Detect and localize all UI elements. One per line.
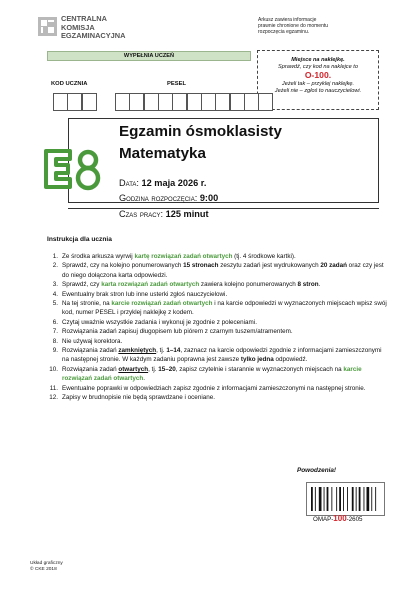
logo-line: CENTRALNA [61, 14, 107, 23]
graphics-note-line: Układ graficzny [30, 561, 63, 566]
instruction-item [47, 299, 387, 318]
sticker-placeholder [257, 50, 379, 110]
instruction-text-part: 1–14 [166, 347, 181, 355]
barcode-bar [359, 487, 361, 511]
fill-by-student-strip: WYPEŁNIA UCZEŃ [47, 51, 251, 61]
barcode-bar [339, 487, 341, 511]
barcode-bar [336, 487, 337, 511]
pesel-cell[interactable] [129, 93, 144, 111]
start-value: 9:00 [199, 193, 219, 203]
instruction-text [62, 393, 387, 402]
instruction-text-part: 8 stron [297, 281, 319, 289]
instruction-text-part: , zaznacz na karcie odpowiedzi zgodnie z informacjami zamieszczonymi na następnej stronie. W każdym zadaniu poprawna jest zawsze [62, 347, 382, 364]
instruction-text-part: 20 zadań [320, 262, 347, 270]
instruction-text-part: karcie rozwiązań zadań otwartych [111, 300, 213, 308]
pesel-label: PESEL [167, 81, 187, 87]
instruction-text-part: kartę rozwiązań zadań otwartych [134, 253, 233, 260]
instruction-item [47, 261, 387, 280]
instructions-list [47, 252, 387, 403]
cke-logo-text [61, 15, 125, 41]
e8-logo-icon [42, 145, 106, 193]
instruction-item [47, 393, 387, 402]
instruction-item [47, 280, 387, 289]
good-luck-text: Powodzenia! [297, 467, 337, 474]
barcode-bar [343, 487, 344, 511]
sticker-line-1: Miejsce na naklejkę. [291, 57, 345, 63]
instruction-text [62, 327, 387, 336]
barcode-bar [347, 487, 348, 511]
instruction-number: 10. [49, 365, 58, 373]
pesel-cell[interactable] [230, 93, 245, 111]
instruction-text-part: Ewentualny brak stron lub inne usterki zgłoś nauczycielowi. [62, 290, 228, 298]
duration-value: 125 minut [165, 209, 209, 219]
instruction-text-part: Rozwiązania zadań zapisuj długopisem lub piórem z czarnym tuszem/atramentem. [62, 328, 293, 336]
barcode-bar [356, 487, 357, 511]
start-label: Godzina rozpoczęcia [119, 193, 195, 203]
instruction-text-part: , tj. [156, 347, 167, 355]
pesel-cell[interactable] [201, 93, 216, 111]
instruction-text-part: zeszytu zadań jest wydrukowanych [218, 262, 321, 270]
instruction-text [62, 261, 387, 280]
instruction-item [47, 252, 387, 261]
sticker-line-4: Jeżeli nie – zgłoś to nauczycielowi. [274, 87, 362, 94]
copyright-note [258, 17, 378, 36]
pesel-cell[interactable] [144, 93, 159, 111]
instruction-number: 4. [52, 290, 58, 298]
instruction-item [47, 290, 387, 299]
instruction-item [47, 318, 387, 327]
instruction-text-part: otwartych [118, 365, 149, 373]
pesel-cell[interactable] [215, 93, 230, 111]
exam-title: Egzamin ósmoklasisty [119, 123, 282, 140]
pesel-cell[interactable] [172, 93, 187, 111]
instruction-text-part: . [143, 375, 145, 383]
instruction-text [62, 280, 387, 289]
barcode-bar [367, 487, 370, 511]
barcode-prefix: OMAP- [313, 516, 334, 523]
instruction-text-part: zamkniętych [118, 347, 157, 355]
instruction-item [47, 384, 387, 393]
title-divider [68, 208, 379, 209]
instruction-number: 3. [52, 281, 58, 289]
barcode-code [313, 514, 362, 523]
instruction-number: 7. [52, 328, 58, 336]
graphics-note-line: © CKE 2018 [30, 567, 57, 572]
pesel-cell[interactable] [258, 93, 273, 111]
logo-line: KOMISJA [61, 22, 95, 32]
sticker-line-2: Sprawdź, czy kod na naklejce to [278, 63, 358, 70]
instruction-number: 9. [52, 347, 58, 355]
pesel-field[interactable] [115, 93, 272, 111]
instruction-text [62, 252, 387, 261]
barcode-suffix: -2605 [346, 516, 363, 523]
instruction-item [47, 346, 387, 365]
barcode-bar [315, 487, 316, 511]
instruction-text [62, 290, 387, 299]
instruction-text-part: Ewentualne poprawki w odpowiedziach zapisz zgodnie z informacjami zamieszczonymi na następnej stronie. [62, 384, 366, 392]
barcode-bar [331, 487, 332, 511]
instruction-number: 8. [52, 337, 58, 345]
instruction-text-part: Rozwiązania zadań [62, 347, 119, 355]
barcode-bar [364, 487, 365, 511]
date-label: Data [119, 178, 137, 188]
instruction-text-part: Ze środka arkusza wyrwij [62, 253, 135, 260]
date-value: 12 maja 2026 r. [141, 178, 207, 188]
pesel-cell[interactable] [187, 93, 202, 111]
kod-ucznia-label: KOD UCZNIA [51, 81, 88, 87]
instruction-text-part: 15 stronach [183, 262, 219, 270]
instruction-text-part: Na tej stronie, na [62, 300, 112, 308]
instruction-text-part: Czytaj uważnie wszystkie zadania i wykonuj je zgodnie z poleceniami. [62, 318, 257, 326]
kod-ucznia-field[interactable] [53, 93, 96, 111]
instruction-text-part: tylko jedna [240, 356, 274, 364]
barcode-icon [311, 487, 380, 511]
sticker-line-3: Jeżeli tak – przyklej naklejkę. [281, 81, 355, 88]
copyright-line: prawnie chronione do momentu [258, 23, 329, 30]
kod-cell[interactable] [67, 93, 82, 111]
barcode-bar [311, 487, 313, 511]
instruction-text-part: zawiera kolejno ponumerowanych [199, 281, 298, 289]
instruction-text-part: , zapisz czytelnie i starannie w wyznaczonych miejscach na [175, 365, 344, 373]
instruction-text [62, 365, 387, 384]
instruction-text-part: 15–20 [158, 365, 176, 373]
instruction-number: 1. [52, 253, 58, 260]
instruction-number: 12. [49, 394, 58, 402]
instruction-text [62, 318, 387, 327]
sticker-code: O-100. [304, 70, 332, 81]
kod-cell[interactable] [53, 93, 68, 111]
barcode-bar [352, 487, 354, 511]
instruction-text-part: i na karcie odpowiedzi w wyznaczonych miejscach wpisz swój kod, numer PESEL i przyklej naklejkę z kodem. [62, 300, 387, 317]
barcode-bar [319, 487, 322, 511]
kod-cell[interactable] [82, 93, 97, 111]
instruction-text-part: karcie rozwiązań zadań otwartych [62, 365, 362, 383]
instruction-text-part: Rozwiązania zadań [62, 365, 119, 373]
cke-logo-icon [38, 17, 57, 36]
instruction-text-part: . [318, 281, 321, 289]
exam-duration-line: Czas pracy: 125 minut [119, 209, 209, 219]
instruction-text-part: (tj. 4 środkowe kartki). [232, 253, 296, 260]
instruction-text-part: Sprawdź, czy na kolejno ponumerowanych [62, 262, 184, 270]
instruction-text-part: Nie używaj korektora. [62, 337, 123, 345]
instruction-item [47, 365, 387, 384]
barcode-bar [324, 487, 325, 511]
instruction-text [62, 337, 387, 346]
instruction-number: 5. [52, 300, 58, 308]
instruction-text [62, 384, 387, 393]
instruction-text-part: Sprawdź, czy [62, 281, 102, 289]
pesel-cell[interactable] [158, 93, 173, 111]
instruction-text-part: , tj. [148, 365, 159, 373]
exam-date-line: Data: 12 maja 2026 r. [119, 178, 207, 188]
instruction-number: 6. [52, 318, 58, 326]
barcode-bar [375, 487, 376, 511]
instruction-text [62, 346, 387, 365]
instruction-number: 11. [49, 384, 58, 392]
instruction-text-part: karta rozwiązań zadań otwartych [101, 281, 200, 289]
logo-line: EGZAMINACYJNA [61, 31, 126, 41]
copyright-line: rozpoczęcia egzaminu. [258, 29, 310, 36]
instruction-text-part: oraz czy jest do niego dołączona karta odpowiedzi. [62, 262, 384, 279]
instructions-title: Instrukcja dla ucznia [47, 236, 112, 243]
pesel-cell[interactable] [244, 93, 259, 111]
exam-subject: Matematyka [119, 145, 206, 162]
barcode-bar [327, 487, 329, 511]
pesel-cell[interactable] [115, 93, 130, 111]
barcode-bar [371, 487, 372, 511]
instruction-item [47, 327, 387, 336]
instruction-text-part: Zapisy w brudnopisie nie będą sprawdzane i oceniane. [62, 394, 215, 402]
copyright-line: Arkusz zawiera informacje [258, 17, 317, 23]
barcode-mid: 100 [333, 514, 347, 523]
exam-start-line: Godzina rozpoczęcia: 9:00 [119, 193, 219, 203]
instruction-text [62, 299, 387, 318]
instruction-item [47, 337, 387, 346]
instruction-text-part: odpowiedź. [273, 356, 308, 364]
instruction-number: 2. [52, 262, 58, 270]
duration-label: Czas pracy [119, 209, 161, 219]
graphics-note [30, 561, 63, 573]
